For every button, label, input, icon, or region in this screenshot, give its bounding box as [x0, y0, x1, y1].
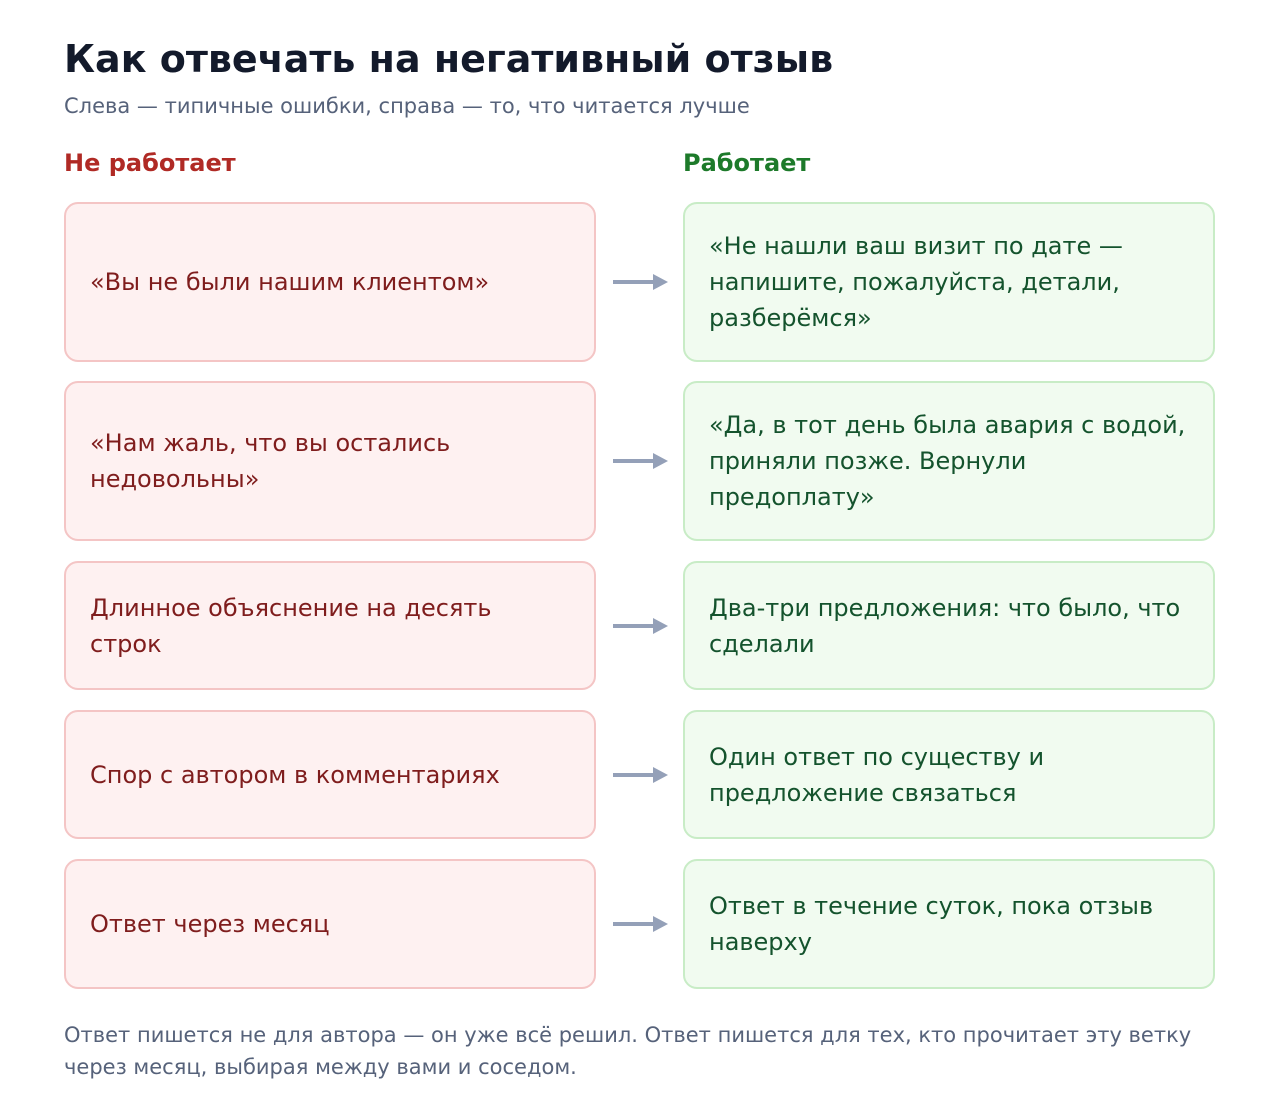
- arrow-right-icon: [611, 272, 669, 292]
- arrow-right-icon: [611, 616, 669, 636]
- good-example-card: [683, 859, 1215, 989]
- page-title: Как отвечать на негативный отзыв: [64, 37, 834, 81]
- bad-example-card: [64, 710, 596, 839]
- good-example-card: [683, 561, 1215, 690]
- bad-example-text: Длинное объяснение на десять строк: [90, 593, 492, 658]
- arrow-right-icon: [611, 765, 669, 785]
- good-example-text: Ответ в течение суток, пока отзыв наверху: [709, 892, 1154, 956]
- arrow-right-icon: [611, 914, 669, 934]
- bad-example-card: [64, 202, 596, 362]
- bad-example-card: [64, 859, 596, 989]
- column-heading-bad: Не работает: [64, 149, 236, 177]
- footer-note: Ответ пишется не для автора — он уже всё решил. Ответ пишется для тех, кто прочитает эту ветку через месяц, выбирая между вами и соседом.: [64, 1023, 1192, 1079]
- bad-example-text: «Вы не были нашим клиентом»: [90, 268, 490, 296]
- good-example-text: «Не нашли ваш визит по дате — напишите, пожалуйста, детали, разберёмся»: [709, 232, 1123, 332]
- bad-example-card: [64, 561, 596, 690]
- good-example-card: [683, 381, 1215, 541]
- bad-example-text: «Нам жаль, что вы остались недовольны»: [90, 429, 451, 493]
- good-example-text: Один ответ по существу и предложение связаться: [709, 742, 1045, 807]
- good-example-text: Два-три предложения: что было, что сделали: [709, 593, 1181, 658]
- bad-example-text: Ответ через месяц: [90, 910, 330, 938]
- page-subtitle: Слева — типичные ошибки, справа — то, что читается лучше: [64, 94, 750, 118]
- comparison-row: [64, 202, 1216, 362]
- arrow-right-icon: [611, 451, 669, 471]
- bad-example-text: Спор с автором в комментариях: [90, 760, 500, 789]
- comparison-row: [64, 710, 1216, 839]
- comparison-row: [64, 859, 1216, 989]
- comparison-row: [64, 561, 1216, 690]
- bad-example-card: [64, 381, 596, 541]
- good-example-card: [683, 202, 1215, 362]
- comparison-row: [64, 381, 1216, 541]
- good-example-card: [683, 710, 1215, 839]
- good-example-text: «Да, в тот день была авария с водой, приняли позже. Вернули предоплату»: [709, 411, 1186, 511]
- column-heading-good: Работает: [683, 149, 811, 177]
